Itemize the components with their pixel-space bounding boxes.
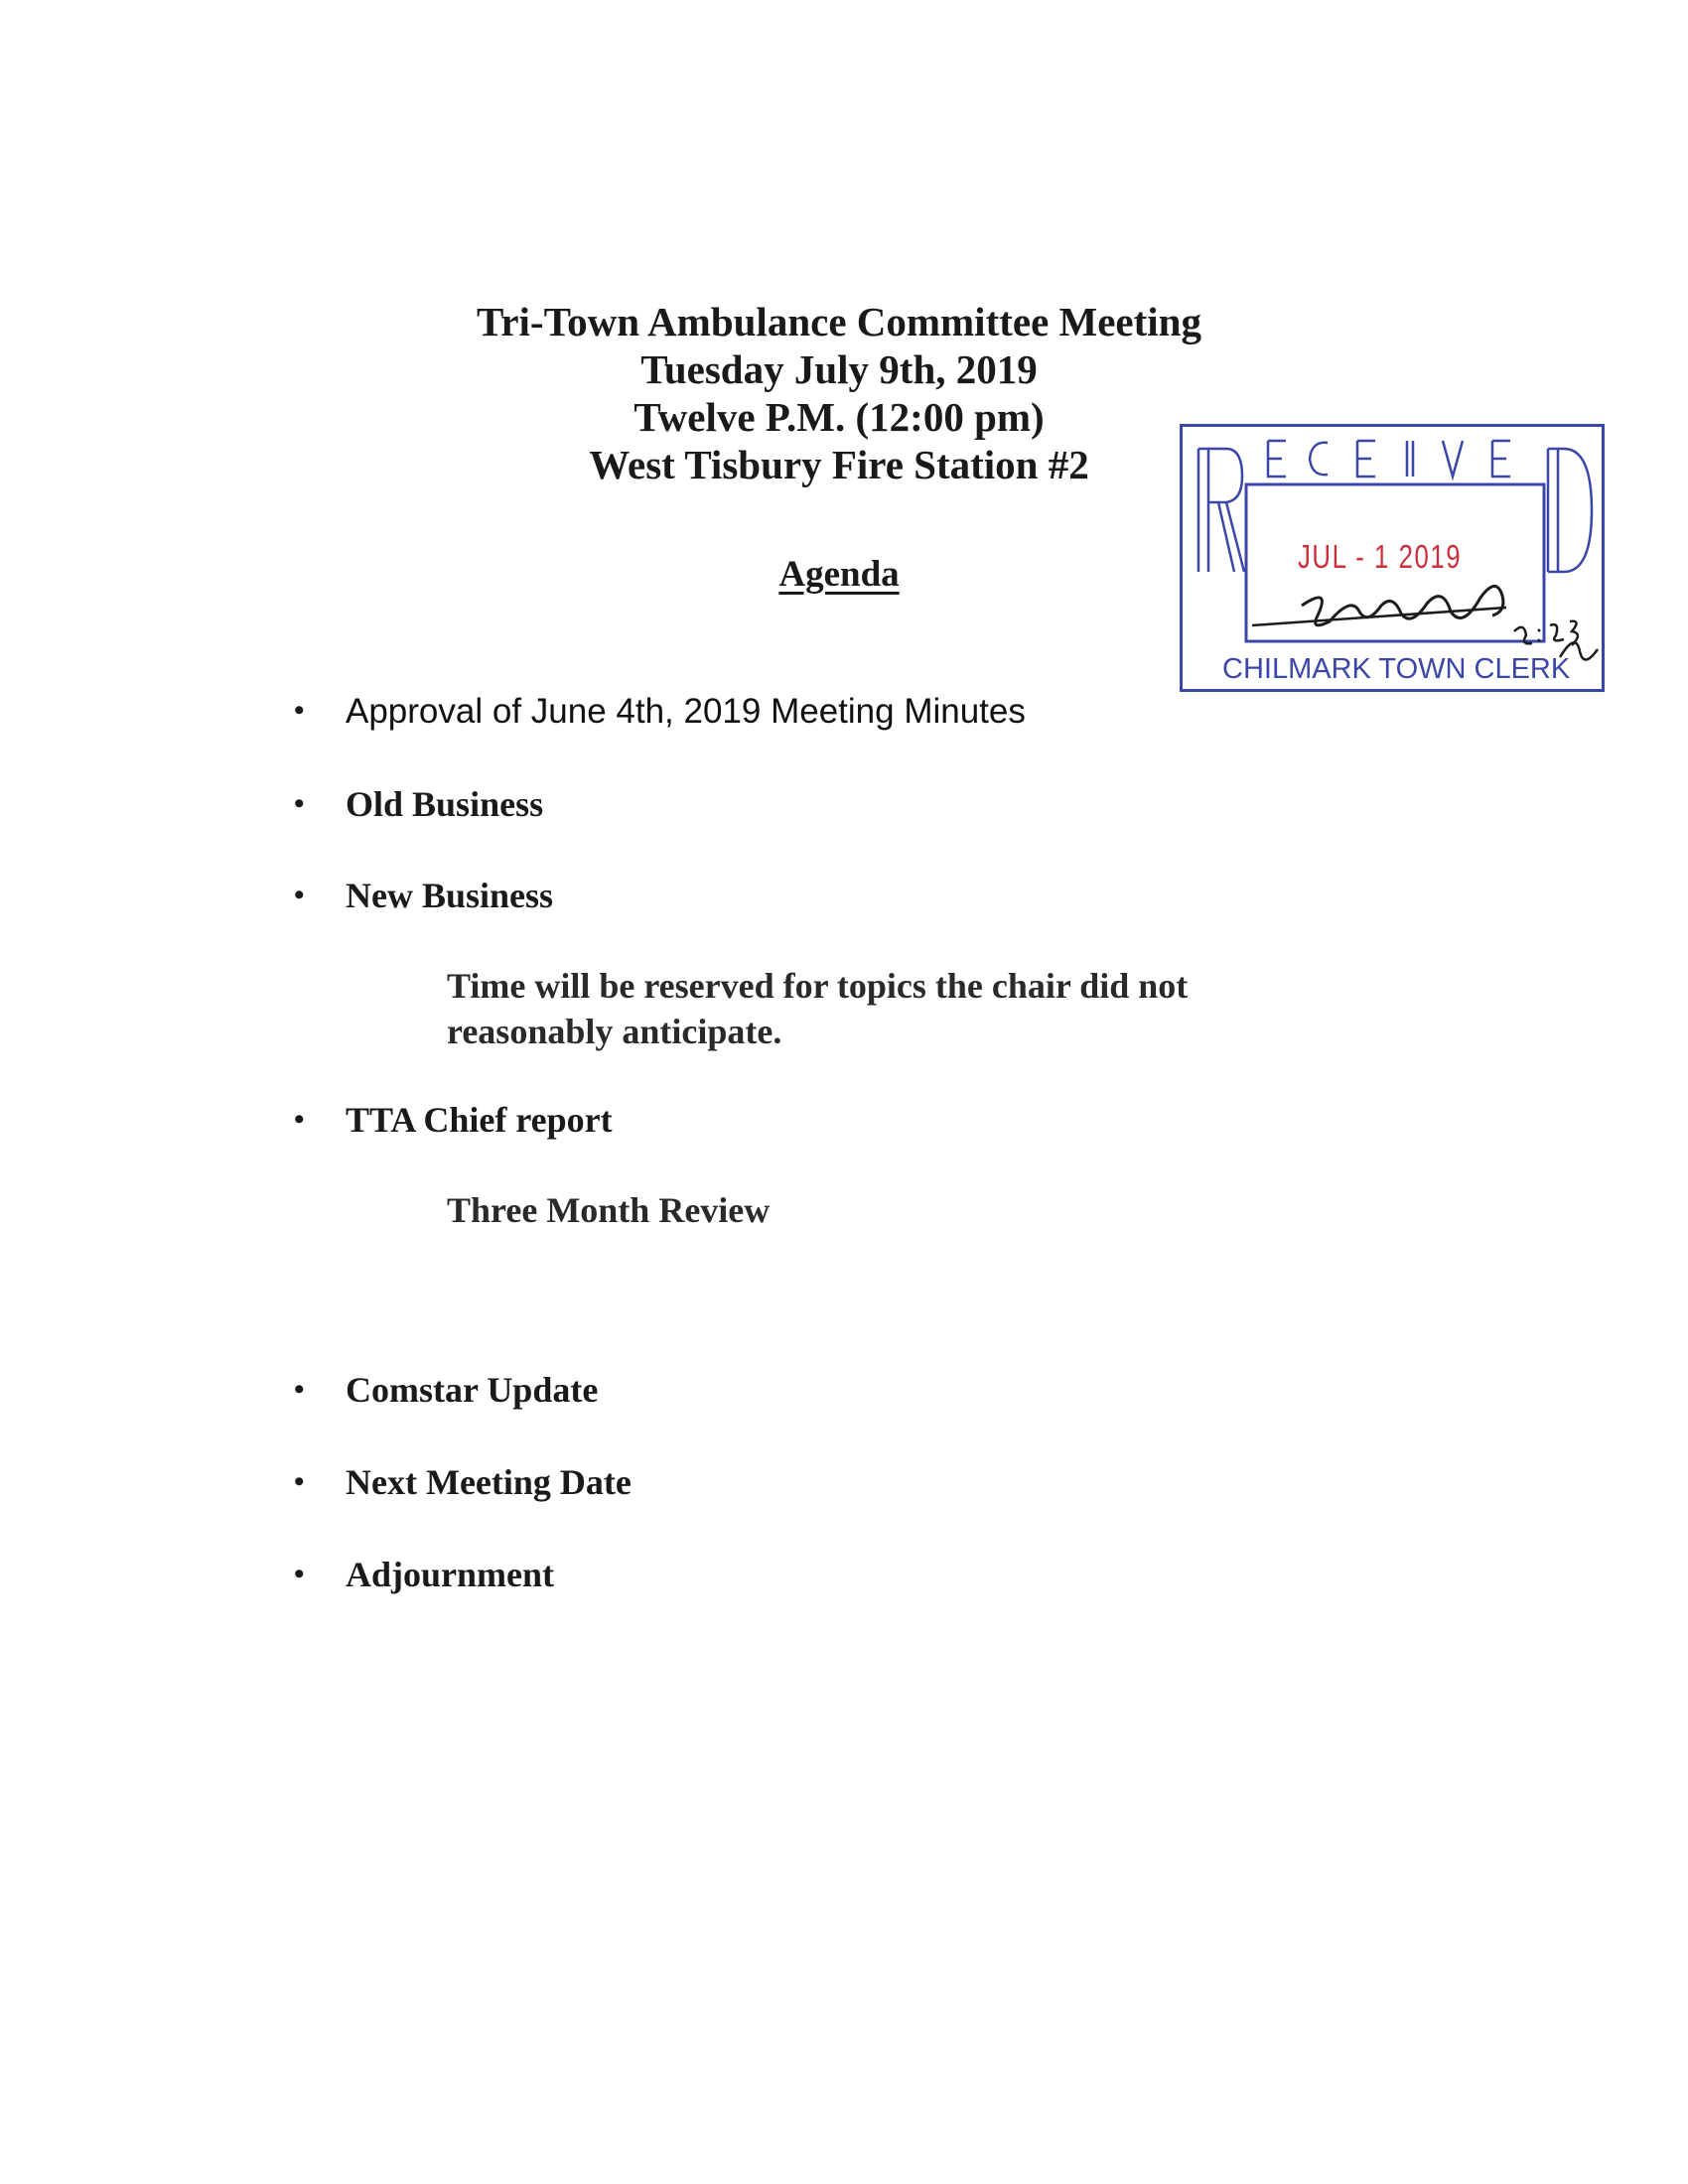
bullet-icon: • — [294, 1465, 305, 1498]
agenda-item-label: Old Business — [346, 784, 544, 824]
agenda-heading: Agenda — [778, 554, 900, 595]
new-business-note — [447, 963, 1188, 1054]
stamp-clerk-label: CHILMARK TOWN CLERK — [1222, 653, 1571, 685]
received-stamp — [1180, 424, 1605, 692]
bullet-icon: • — [294, 1558, 305, 1590]
agenda-item-label: Adjournment — [346, 1555, 555, 1594]
agenda-item-comstar — [294, 1368, 598, 1412]
meeting-location: West Tisbury Fire Station #2 — [589, 442, 1089, 487]
bullet-icon: • — [294, 787, 305, 820]
meeting-title: Tri-Town Ambulance Committee Meeting — [477, 299, 1201, 344]
bullet-icon: • — [294, 1373, 305, 1406]
meeting-date: Tuesday July 9th, 2019 — [640, 346, 1038, 392]
meeting-header — [397, 298, 1281, 488]
stamp-date: JUL - 1 2019 — [1298, 538, 1463, 575]
meeting-time: Twelve P.M. (12:00 pm) — [633, 394, 1045, 440]
agenda-item-label: Comstar Update — [346, 1370, 599, 1410]
note-line: Time will be reserved for topics the chair did not — [447, 966, 1189, 1006]
bullet-icon: • — [294, 1103, 305, 1136]
note-line: reasonably anticipate. — [447, 1012, 782, 1051]
agenda-item-label: Next Meeting Date — [346, 1462, 632, 1502]
agenda-item-new-business — [294, 874, 553, 917]
agenda-item-old-business — [294, 782, 543, 826]
agenda-item-adjournment — [294, 1553, 554, 1596]
agenda-item-chief-report — [294, 1098, 613, 1142]
agenda-item-label: TTA Chief report — [346, 1100, 613, 1140]
agenda-item-label: New Business — [346, 876, 554, 915]
bullet-icon: • — [294, 694, 305, 727]
chief-report-note: Three Month Review — [447, 1190, 771, 1230]
agenda-item-label: Approval of June 4th, 2019 Meeting Minutes — [346, 692, 1026, 731]
agenda-item-next-meeting — [294, 1460, 632, 1504]
bullet-icon: • — [294, 879, 305, 911]
agenda-item-approval — [294, 689, 1026, 734]
